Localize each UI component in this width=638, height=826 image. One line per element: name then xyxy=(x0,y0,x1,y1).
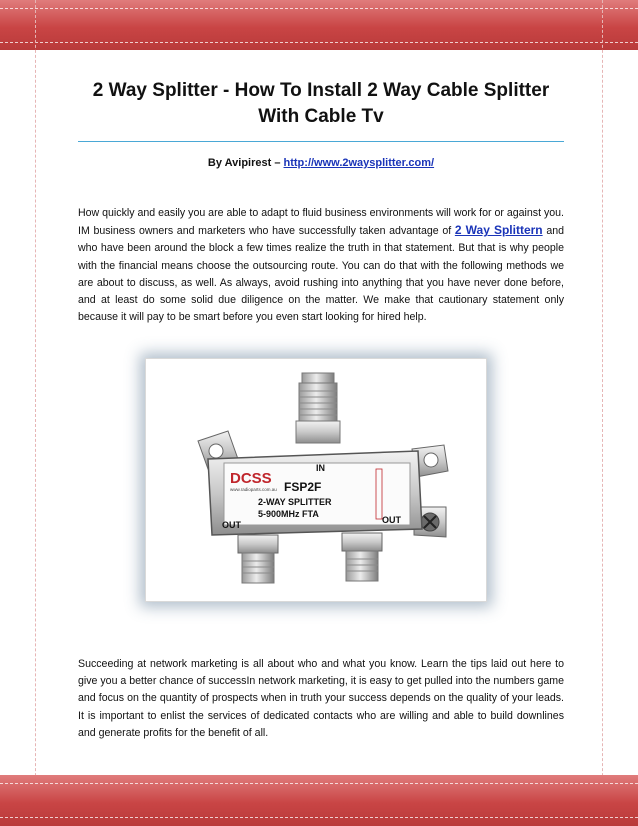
paragraph-intro-text-end: and who have been around the block a few times realize the truth in that statement. But that is why people with the financial means choose the outsourcing route. You can do that with the following methods we are about to discuss, as well. As always, avoid rushing into anything that you have never done before, and at least do some solid due diligence on the matter. We make that cautionary statement only because it will pay to be smart before you even start looking for hired help. xyxy=(78,225,564,324)
brand-website: www.radioparts.com.au xyxy=(230,487,277,492)
paragraph-intro-text-start: How quickly and easily you are able to adapt to fluid business environments will work for or against you. IM business owners and marketers who have successfully taken advantage of xyxy=(78,207,564,238)
splitter-illustration xyxy=(146,359,486,601)
label-out-left: OUT xyxy=(222,520,241,530)
product-line-1: 2-WAY SPLITTER xyxy=(258,497,332,507)
label-in: IN xyxy=(316,463,325,473)
top-decorative-band xyxy=(0,0,638,50)
product-line-2: 5-900MHz FTA xyxy=(258,509,319,519)
title-divider xyxy=(78,141,564,142)
bottom-decorative-band xyxy=(0,775,638,826)
brand-logo: DCSS xyxy=(230,470,272,487)
model-number: FSP2F xyxy=(284,480,322,494)
left-stitch-border xyxy=(35,0,36,826)
paragraph-intro xyxy=(78,205,564,326)
product-image xyxy=(145,358,487,602)
in-connector xyxy=(296,373,340,443)
byline-link[interactable]: http://www.2waysplitter.com/ xyxy=(283,157,435,169)
out-connector-left xyxy=(238,535,278,583)
right-stitch-border xyxy=(602,0,603,826)
label-out-right: OUT xyxy=(382,515,401,525)
splitter-keyword-link[interactable]: 2 Way Splittern xyxy=(454,223,543,238)
byline-author: By Avipirest – xyxy=(207,157,284,169)
out-connector-right xyxy=(342,533,382,581)
document-title: 2 Way Splitter - How To Install 2 Way Cable Splitter With Cable Tv xyxy=(92,80,550,127)
paragraph-network-marketing: Succeeding at network marketing is all about who and what you know. Learn the tips laid out here to give you a better chance of successIn network marketing, it is easy to get pulled into the numbers game and focus on the quantity of prospects when in truth your success depends on the quality of your leads. It is important to enlist the services of dedicated contacts who are willing and able to build downlines and generate profits for the benefit of all. xyxy=(78,658,564,739)
byline xyxy=(78,157,564,169)
